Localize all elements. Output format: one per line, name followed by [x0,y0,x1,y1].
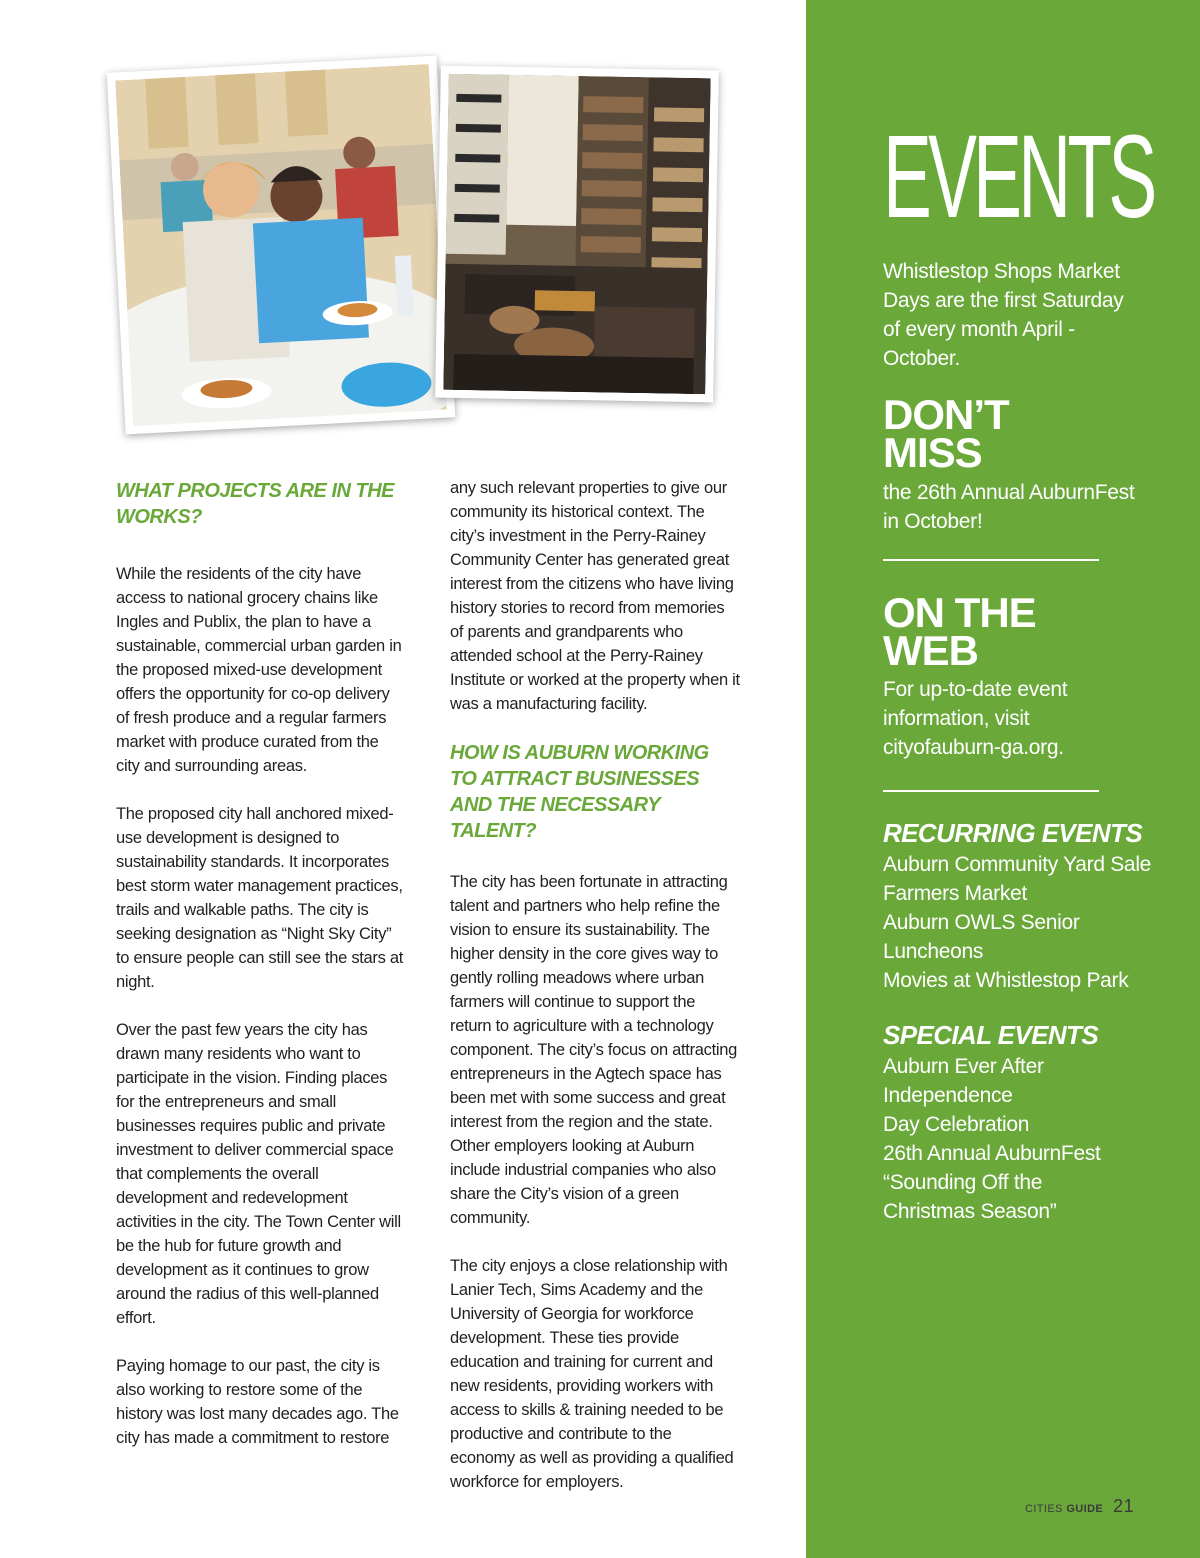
dont-miss-text: the 26th Annual AuburnFest in October! [883,481,1135,533]
paragraph: While the residents of the city have access to national grocery chains like Ingles and Publix, the plan to have a sustainable, commercial urban garden in the proposed mixed-use development offers the opportunity for co-op delivery of fresh produce and a regular farmers market with produce curated from the city and surrounding areas. [116,565,402,775]
list-item: Movies at Whistlestop Park [883,969,1129,992]
special-events-heading: SPECIAL EVENTS [883,1020,1099,1050]
paragraph: The city has been fortunate in attracting talent and partners who help refine the vision to ensure its sustainability. The higher density in the core gives way to gently rolling meadows where urban farmers will continue to support the return to agriculture with a technology component. The city’s focus on attracting entrepreneurs in the Agtech space has been met with some success and great interest from the region and the state. Other employers looking at Auburn include industrial companies who also share the City’s vision of a green community. [450,873,738,1227]
list-item: Auburn OWLS Senior Luncheons [883,911,1080,963]
page-footer [1025,1496,1134,1517]
section-heading-talent: HOW IS AUBURN WORKING TO ATTRACT BUSINESSES AND THE NECESSARY TALENT? [450,742,709,842]
list-item: Farmers Market [883,882,1027,905]
list-item: Auburn Ever After [883,1055,1044,1078]
publication-bold: GUIDE [1066,1503,1104,1515]
store-photo [435,66,719,403]
dont-miss-heading: DON’T MISS [883,391,1009,476]
publication-name [1025,1503,1103,1515]
store-photo-image [443,74,710,395]
web-text: For up-to-date event information, visit cityofauburn-ga.org. [883,678,1068,759]
paragraph: The city enjoys a close relationship with Lanier Tech, Sims Academy and the University of Georgia for workforce development. These ties provide education and training for current and new residents, providing workers with access to skills & training needed to be productive and contribute to the economy as well as providing a qualified workforce for employers. [450,1257,734,1491]
list-item: 26th Annual AuburnFest [883,1142,1101,1165]
paragraph: Paying homage to our past, the city is also working to restore some of the history was lost many decades ago. The city has made a commitment to restore [116,1357,399,1447]
luncheon-photo [107,56,455,435]
special-events-list [883,1052,1133,1226]
divider [883,559,1099,561]
events-intro: Whistlestop Shops Market Days are the first Saturday of every month April - October. [883,260,1124,370]
paragraph: The proposed city hall anchored mixed-use development is designed to sustainability standards. It incorporates best storm water management practices, trails and walkable paths. The city is seeking designation as “Night Sky City” to ensure people can still see the stars at night. [116,805,404,991]
list-item: “Sounding Off the Christmas Season” [883,1171,1057,1223]
article-column-1 [116,478,406,1474]
page-number: 21 [1113,1496,1134,1516]
paragraph: any such relevant properties to give our community its historical context. The city’s investment in the Perry-Rainey Community Center has generated great interest from the citizens who have living history stories to record from memories of parents and grandparents who attended school at the Perry-Rainey Institute or worked at the property when it was a manufacturing facility. [450,479,740,713]
article-column-2 [450,476,740,1518]
publication-prefix: CITIES [1025,1503,1063,1515]
section-heading-projects: WHAT PROJECTS ARE IN THE WORKS? [116,480,395,528]
web-heading: ON THE WEB [883,589,1036,674]
divider [883,790,1099,792]
events-title: EVENTS [883,111,1154,243]
paragraph: Over the past few years the city has drawn many residents who want to participate in the vision. Finding places for the entrepreneurs and small businesses requires public and private investment to deliver commercial space that complements the overall development and redevelopment activities in the city. The Town Center will be the hub for future growth and development as it continues to grow around the radius of this well-planned effort. [116,1021,401,1327]
list-item: Auburn Community Yard Sale [883,853,1152,876]
luncheon-photo-image [115,64,447,426]
list-item: Independence Day Celebration [883,1084,1030,1136]
recurring-events-heading: RECURRING EVENTS [883,818,1143,848]
events-sidebar [806,0,1200,1558]
recurring-events-list [883,850,1153,995]
